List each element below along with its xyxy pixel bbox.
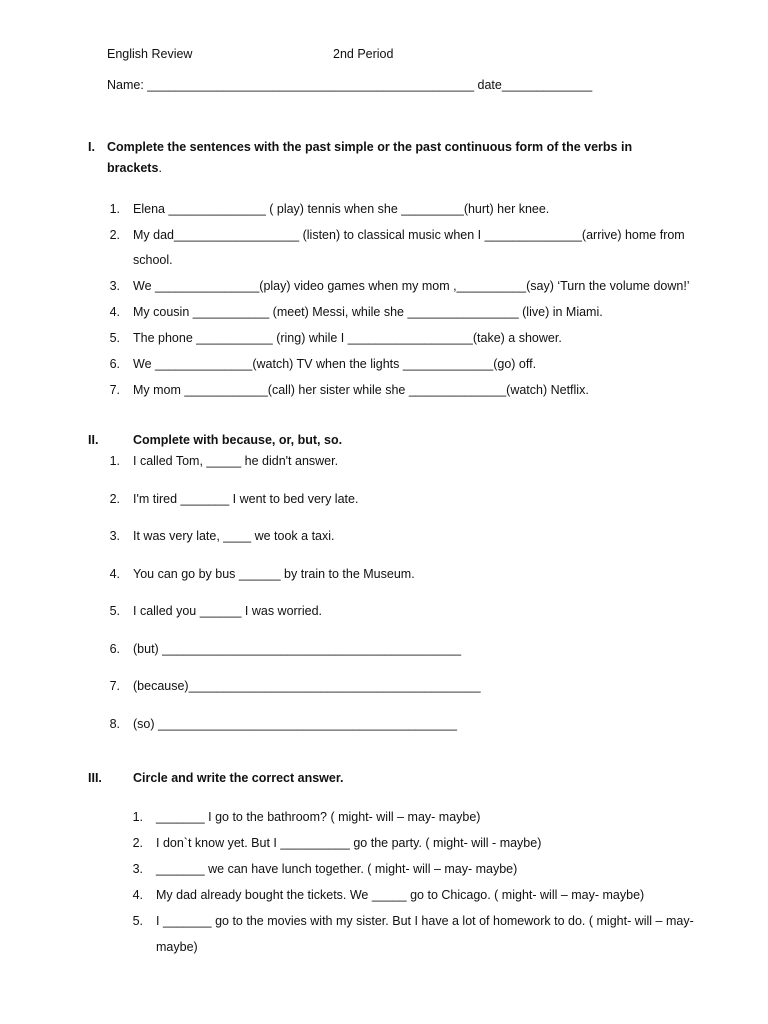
list-item-number: 7.	[109, 679, 120, 693]
period-label: 2nd Period	[333, 47, 394, 61]
list-item-number: 2.	[109, 492, 120, 506]
course-title: English Review	[107, 47, 193, 61]
section-1-numeral: I.	[88, 140, 95, 154]
list-item: (so) ___________________________________________	[133, 717, 457, 731]
list-item: We _______________(play) video games when my mom ,__________(say) ‘Turn the volume down!’	[133, 279, 690, 293]
section-2-instruction: Complete with because, or, but, so.	[133, 433, 343, 447]
list-item-number: 1.	[109, 202, 120, 216]
list-item-number: 4.	[132, 888, 143, 902]
list-item-number: 4.	[109, 567, 120, 581]
list-item-continuation: school.	[133, 253, 173, 267]
list-item-number: 6.	[109, 357, 120, 371]
list-item-number: 4.	[109, 305, 120, 319]
list-item-continuation: maybe)	[156, 940, 198, 954]
list-item-number: 5.	[109, 331, 120, 345]
list-item: You can go by bus ______ by train to the Museum.	[133, 567, 415, 581]
list-item-number: 1.	[109, 454, 120, 468]
list-item: _______ I go to the bathroom? ( might- will – may- maybe)	[156, 810, 481, 824]
list-item-number: 6.	[109, 642, 120, 656]
list-item: (but) ___________________________________________	[133, 642, 462, 656]
section-1-instruction-period: .	[158, 161, 162, 175]
section-3-instruction: Circle and write the correct answer.	[133, 771, 344, 785]
list-item-number: 1.	[132, 810, 143, 824]
list-item: _______ we can have lunch together. ( might- will – may- maybe)	[156, 862, 518, 876]
list-item-number: 3.	[109, 279, 120, 293]
name-date-line: Name: _______________________________________________ date_____________	[107, 78, 593, 92]
list-item: I'm tired _______ I went to bed very late.	[133, 492, 359, 506]
section-3-numeral: III.	[88, 771, 102, 785]
list-item: (because)__________________________________________	[133, 679, 481, 693]
list-item: My cousin ___________ (meet) Messi, while she ________________ (live) in Miami.	[133, 305, 603, 319]
list-item-number: 3.	[109, 529, 120, 543]
list-item: My dad__________________ (listen) to classical music when I ______________(arrive) home from	[133, 228, 685, 242]
list-item: My dad already bought the tickets. We _____ go to Chicago. ( might- will – may- maybe)	[156, 888, 645, 902]
list-item-number: 2.	[109, 228, 120, 242]
list-item: I don`t know yet. But I __________ go the party. ( might- will - maybe)	[156, 836, 542, 850]
list-item-number: 5.	[132, 914, 143, 928]
list-item: The phone ___________ (ring) while I __________________(take) a shower.	[133, 331, 562, 345]
list-item: Elena ______________ ( play) tennis when she _________(hurt) her knee.	[133, 202, 550, 216]
section-1-instruction-bold: brackets	[107, 161, 159, 175]
list-item-number: 8.	[109, 717, 120, 731]
list-item: It was very late, ____ we took a taxi.	[133, 529, 335, 543]
list-item-number: 2.	[132, 836, 143, 850]
list-item-number: 3.	[132, 862, 143, 876]
section-1-instruction-line-2	[107, 161, 162, 175]
list-item: We ______________(watch) TV when the lights _____________(go) off.	[133, 357, 537, 371]
list-item: My mom ____________(call) her sister while she ______________(watch) Netflix.	[133, 383, 589, 397]
section-1-instruction-line-1: Complete the sentences with the past simple or the past continuous form of the verbs in	[107, 140, 633, 154]
list-item-number: 5.	[109, 604, 120, 618]
list-item: I _______ go to the movies with my sister. But I have a lot of homework to do. ( might- will – may-	[156, 914, 694, 928]
list-item: I called Tom, _____ he didn't answer.	[133, 454, 339, 468]
section-2-numeral: II.	[88, 433, 99, 447]
list-item-number: 7.	[109, 383, 120, 397]
list-item: I called you ______ I was worried.	[133, 604, 322, 618]
